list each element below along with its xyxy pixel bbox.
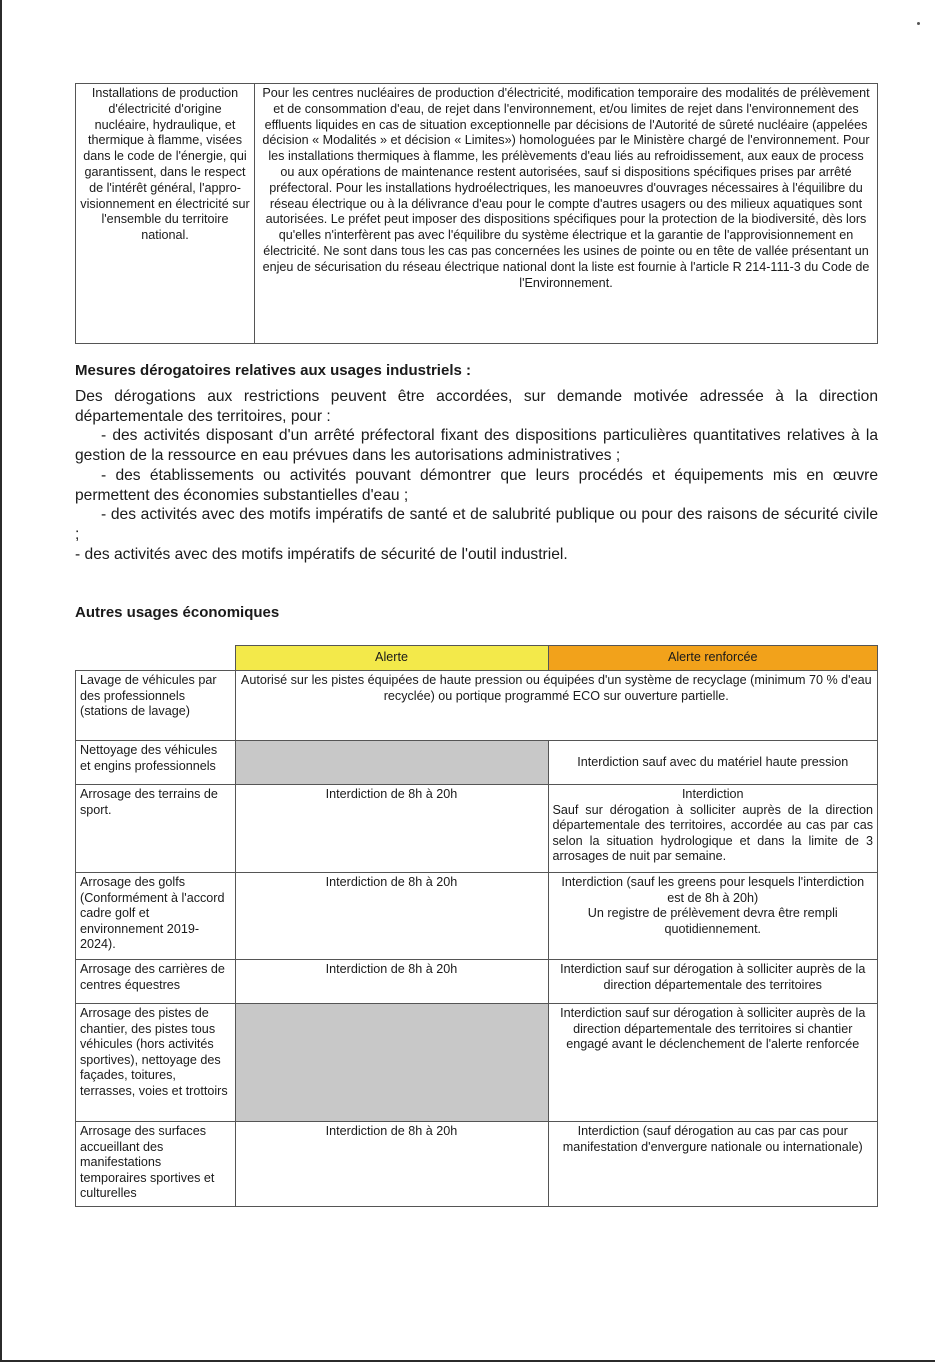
table-row bbox=[76, 741, 878, 785]
table-row bbox=[76, 671, 878, 741]
header-alerte-renforcee: Alerte renforcée bbox=[548, 646, 878, 671]
installations-rules-cell: Pour les centres nucléaires de production d'électricité, modification temporaire des modalités de prélèvement et de consommation d'eau, de rejet dans l'environnement, et/ou limites de rejet dans l'environnement des effluents liquides en cas de situation exceptionnelle par décisions de l'Autorité de sûreté nucléaire (appelées décision « Modalités » et décision « Limites») homologuées par le Ministère chargé de l'environnement. Pour les installations thermiques à flamme, les prélèvements d'eau liés au refroidissement, aux eaux de process ou aux opérations de maintenance restent autorisées, sauf si dispositions spécifiques prises par arrêté préfectoral. Pour les installations hydroélectriques, les manoeuvres d'ouvrages nécessaires à l'équilibre du réseau électrique ou à la délivrance d'eau pour le compte d'autres usagers ou des milieux aquatiques sont autorisées. Le préfet peut imposer des dispositions spécifiques pour la protection de la biodiversité, dès lors qu'elles n'interfèrent pas avec l'équilibre du système électrique et la garantie de l'approvisionnement en électricité. Ne sont dans tous les cas pas concernées les usines de pointe ou en tête de vallée présentant un enjeu de sécurisation du réseau électrique national dont la liste est fournie à l'article R 214-111-3 du Code de l'Environnement. bbox=[255, 84, 878, 344]
masked-cell bbox=[235, 1004, 548, 1122]
autres-usages-title: Autres usages économiques bbox=[75, 604, 280, 621]
table-row bbox=[76, 873, 878, 960]
row-renforcee-cell: Interdiction sauf sur dérogation à solliciter auprès de la direction départementale des territoires bbox=[548, 960, 878, 1004]
row-merged-cell: Autorisé sur les pistes équipées de haute pression ou équipées d'un système de recyclage (minimum 70 % d'eau recyclée) ou portique programmé ECO sur ouverture partielle. bbox=[235, 671, 878, 741]
renforcee-detail: Sauf sur dérogation à solliciter auprès de la direction départementale des territoires, accordée au cas par cas selon la situation hydrologique et dans la limite de 3 arrosages de nuit par semaine. bbox=[552, 802, 873, 864]
row-alerte-cell: Interdiction de 8h à 20h bbox=[235, 1122, 548, 1207]
row-renforcee-cell bbox=[548, 785, 878, 873]
masked-cell bbox=[235, 741, 548, 785]
renforcee-heading: Interdiction bbox=[681, 787, 744, 801]
row-renforcee-cell bbox=[548, 873, 878, 960]
autres-usages-table bbox=[75, 645, 878, 1207]
row-alerte-cell: Interdiction de 8h à 20h bbox=[235, 960, 548, 1004]
row-label: Arrosage des surfaces accueillant des manifestations temporaires sportives et culturelles bbox=[76, 1122, 236, 1207]
scan-speck bbox=[917, 22, 920, 25]
row-label: Lavage de véhicules par des professionnels (stations de lavage) bbox=[76, 671, 236, 741]
row-label: Nettoyage des véhicules et engins professionnels bbox=[76, 741, 236, 785]
mesures-item: - des établissements ou activités pouvant démontrer que leurs procédés et équipements mis en œuvre permettent des économies substantielles d'eau ; bbox=[75, 466, 878, 504]
row-label: Arrosage des terrains de sport. bbox=[76, 785, 236, 873]
header-empty-cell bbox=[76, 646, 236, 671]
row-label: Arrosage des golfs (Conformément à l'accord cadre golf et environnement 2019-2024). bbox=[76, 873, 236, 960]
row-renforcee-cell: Interdiction sauf sur dérogation à solliciter auprès de la direction départementale des territoires si chantier engagé avant le déclenchement de l'alerte renforcée bbox=[548, 1004, 878, 1122]
mesures-item: - des activités avec des motifs impératifs de santé et de salubrité publique ou pour des raisons de sécurité civile ; bbox=[75, 506, 878, 543]
row-alerte-cell: Interdiction de 8h à 20h bbox=[235, 873, 548, 960]
row-label: Arrosage des pistes de chantier, des pistes tous véhicules (hors activités sportives), nettoyage des façades, toitures, terrasses, voies et trottoirs bbox=[76, 1004, 236, 1122]
table-row bbox=[76, 1004, 878, 1122]
row-renforcee-cell: Interdiction (sauf dérogation au cas par cas pour manifestation d'envergure nationale ou internationale) bbox=[548, 1122, 878, 1207]
table-row bbox=[76, 84, 878, 344]
renforcee-heading: Interdiction (sauf les greens pour lesquels l'interdiction est de 8h à 20h) bbox=[561, 875, 865, 905]
header-alerte: Alerte bbox=[235, 646, 548, 671]
mesures-title: Mesures dérogatoires relatives aux usages industriels : bbox=[75, 362, 471, 379]
mesures-intro: Des dérogations aux restrictions peuvent être accordées, sur demande motivée adressée à la direction départementale des territoires, pour : bbox=[75, 388, 878, 425]
table-row bbox=[76, 960, 878, 1004]
row-alerte-cell: Interdiction de 8h à 20h bbox=[235, 785, 548, 873]
mesures-body bbox=[75, 387, 878, 564]
table-header-row bbox=[76, 646, 878, 671]
page-edge-left bbox=[0, 0, 2, 1362]
mesures-item: - des activités avec des motifs impératifs de sécurité de l'outil industriel. bbox=[75, 545, 568, 563]
energy-installations-table bbox=[75, 83, 878, 344]
mesures-item: - des activités disposant d'un arrêté préfectoral fixant des dispositions particulières quantitatives relatives à la gestion de la ressource en eau prévues dans les autorisations administratives ; bbox=[75, 427, 878, 465]
row-renforcee-cell: Interdiction sauf avec du matériel haute pression bbox=[548, 741, 878, 785]
table-row bbox=[76, 1122, 878, 1207]
installations-label-cell: Installations de production d'électricité d'origine nucléaire, hydraulique, et thermique à flamme, visées dans le code de l'énergie, qui garantissent, dans le respect de l'intérêt général, l'appro-visionnement en électricité sur l'ensemble du territoire national. bbox=[76, 84, 255, 344]
table-row bbox=[76, 785, 878, 873]
row-label: Arrosage des carrières de centres équestres bbox=[76, 960, 236, 1004]
renforcee-detail: Un registre de prélèvement devra être rempli quotidiennement. bbox=[587, 906, 838, 936]
